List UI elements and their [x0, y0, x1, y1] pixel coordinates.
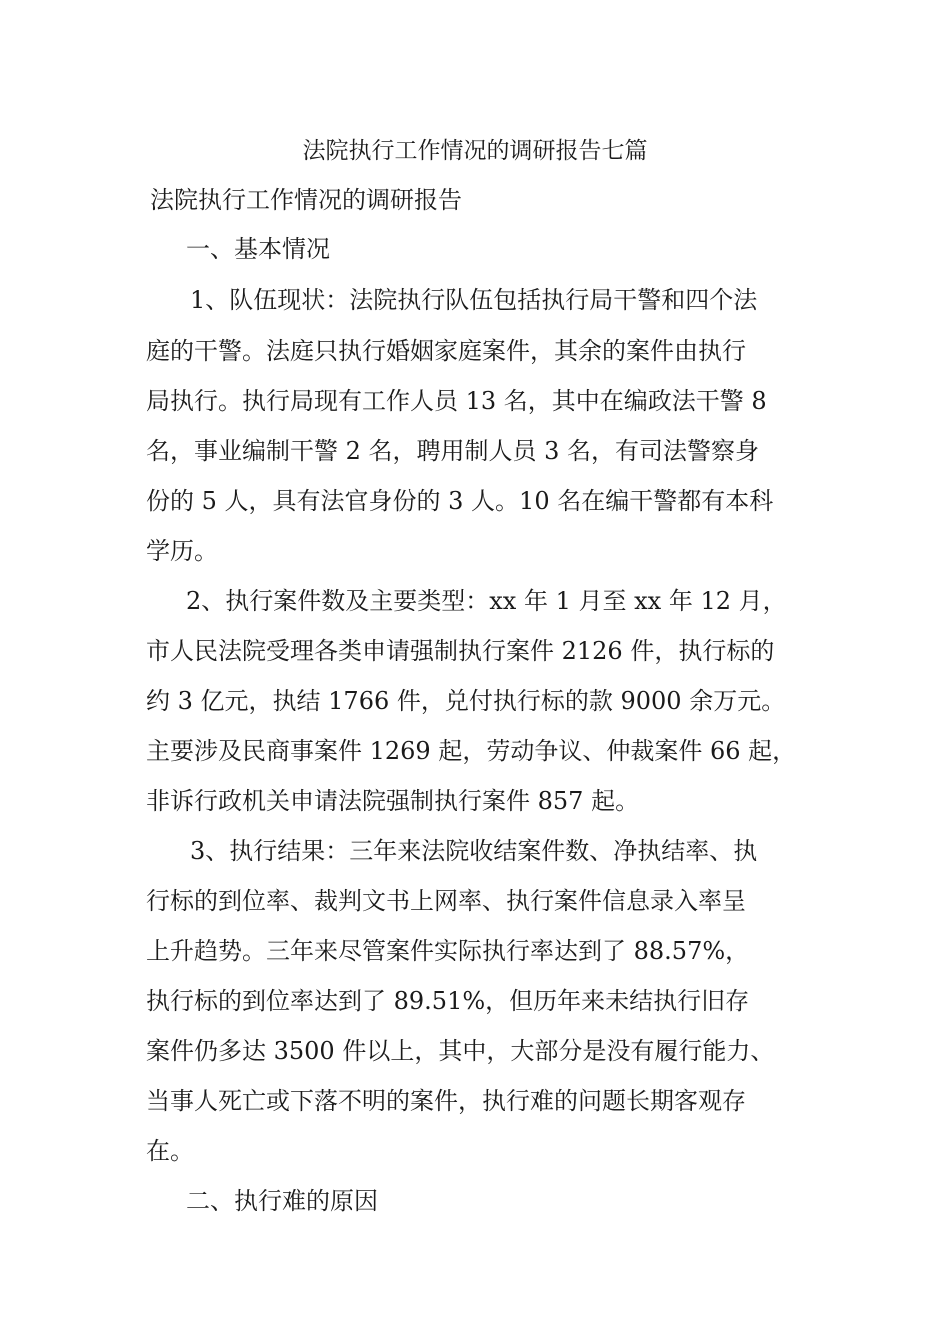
- paragraph-line: 市人民法院受理各类申请强制执行案件 2126 件，执行标的: [146, 637, 775, 665]
- paragraph-line: 约 3 亿元，执结 1766 件，兑付执行标的款 9000 余万元。: [146, 687, 786, 715]
- paragraph-line: 名，事业编制干警 2 名，聘用制人员 3 名，有司法警察身: [146, 437, 760, 465]
- paragraph-line: 2、执行案件数及主要类型：xx 年 1 月至 xx 年 12 月，: [186, 587, 787, 615]
- paragraph-line: 非诉行政机关申请法院强制执行案件 857 起。: [146, 787, 640, 815]
- paragraph-line: 案件仍多达 3500 件以上，其中，大部分是没有履行能力、: [146, 1037, 775, 1065]
- paragraph-line: 主要涉及民商事案件 1269 起，劳动争议、仲裁案件 66 起，: [146, 737, 797, 765]
- paragraph-line: 上升趋势。三年来尽管案件实际执行率达到了 88.57%，: [146, 937, 750, 965]
- paragraph-line: 学历。: [146, 537, 218, 565]
- paragraph-line: 在。: [146, 1137, 194, 1165]
- paragraph-line: 份的 5 人，具有法官身份的 3 人。10 名在编干警都有本科: [146, 487, 774, 515]
- document-subtitle: 法院执行工作情况的调研报告: [150, 186, 462, 214]
- paragraph-line: 3、执行结果：三年来法院收结案件数、净执结率、执: [190, 837, 758, 865]
- paragraph-line: 行标的到位率、裁判文书上网率、执行案件信息录入率呈: [146, 887, 746, 915]
- paragraph-line: 局执行。执行局现有工作人员 13 名，其中在编政法干警 8: [146, 387, 767, 415]
- paragraph-line: 执行标的到位率达到了 89.51%，但历年来未结执行旧存: [146, 987, 750, 1015]
- paragraph-line: 当事人死亡或下落不明的案件，执行难的问题长期客观存: [146, 1087, 746, 1115]
- paragraph-line: 庭的干警。法庭只执行婚姻家庭案件，其余的案件由执行: [146, 337, 746, 365]
- document-title: 法院执行工作情况的调研报告七篇: [302, 138, 648, 164]
- section-heading-causes: 二、执行难的原因: [186, 1187, 378, 1215]
- section-heading-basic: 一、基本情况: [186, 235, 330, 263]
- paragraph-line: 1、队伍现状：法院执行队伍包括执行局干警和四个法: [190, 286, 758, 314]
